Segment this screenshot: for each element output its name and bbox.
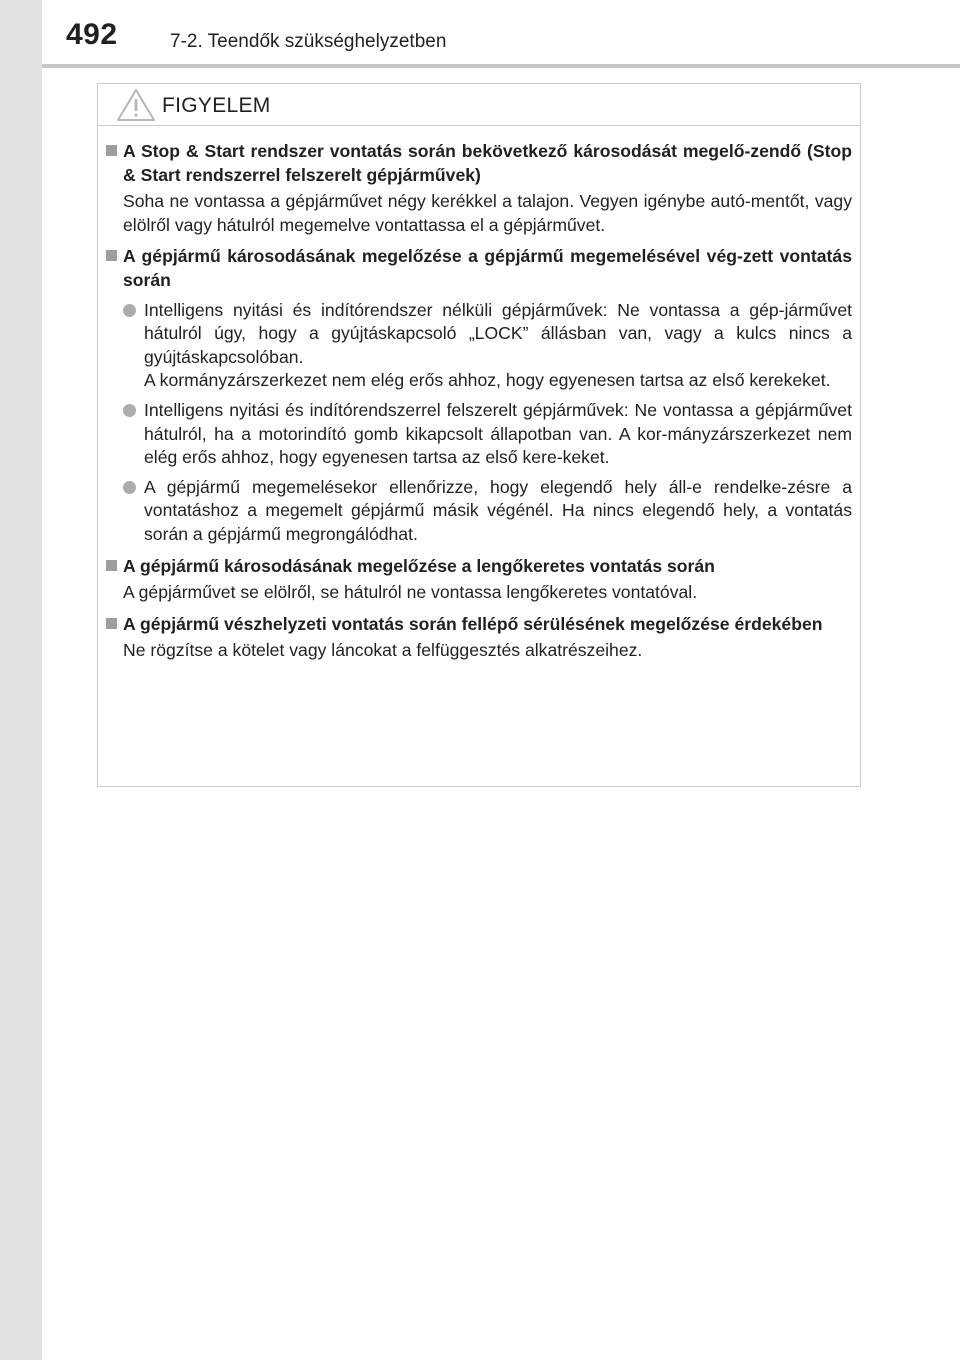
sub-item-note: A kormányzárszerkezet nem elég erős ahhoz, hogy egyenesen tartsa az első kerekeket. xyxy=(144,370,831,391)
square-bullet-icon xyxy=(106,250,117,261)
page-number: 492 xyxy=(66,18,118,51)
item-text: Soha ne vontassa a gépjárművet négy kerékkel a talajon. Vegyen igénybe autó-mentőt, vagy elölről vagy hátulról megemelve vontattassa el a gépjárművet. xyxy=(123,191,852,235)
sub-item xyxy=(123,476,852,547)
sub-item xyxy=(123,299,852,393)
warning-label: FIGYELEM xyxy=(162,94,271,117)
square-bullet-icon xyxy=(106,618,117,629)
item-heading xyxy=(123,140,852,187)
page-header xyxy=(42,0,960,64)
item-heading xyxy=(123,555,852,579)
sub-item-text: Intelligens nyitási és indítórendszerrel felszerelt gépjárművek: Ne vontassa a gépjárművet hátulról, ha a motorindító gomb kikapcsolt állapotban van. A kor-mányzárszerkezet nem elég erős ahhoz, hogy egyenesen tartsa az első kere-keket. xyxy=(144,399,852,468)
circle-bullet-icon xyxy=(123,304,136,317)
warning-box xyxy=(97,83,861,787)
warning-item xyxy=(104,140,852,237)
sub-item-text: Intelligens nyitási és indítórendszer nélküli gépjárművek: Ne vontassa a gép-járművet hátulról úgy, hogy a gyújtáskapcsoló „LOCK” állásban van, vagy a kulcs nincs a gyújtáskapcsolóban. xyxy=(144,299,852,367)
warning-triangle-icon xyxy=(116,88,156,122)
section-title: 7-2. Teendők szükséghelyzetben xyxy=(170,31,447,52)
item-heading-text: A Stop & Start rendszer vontatás során bekövetkező károsodását megelő-zendő (Stop & Start rendszerrel felszerelt gépjárművek) xyxy=(123,141,852,185)
item-heading-text: A gépjármű károsodásának megelőzése a lengőkeretes vontatás során xyxy=(123,555,715,576)
circle-bullet-icon xyxy=(123,404,136,417)
sub-item-text: A gépjármű megemelésekor ellenőrizze, hogy elegendő hely áll-e rendelke-zésre a vontatáshoz a megemelt gépjármű másik végénél. Ha nincs elegendő hely, a vontatás során a gépjármű megrongálódhat. xyxy=(144,476,852,544)
item-heading xyxy=(123,613,852,637)
item-heading-text: A gépjármű károsodásának megelőzése a gépjármű megemelésével vég-zett vontatás során xyxy=(123,246,852,290)
header-rule xyxy=(42,64,960,68)
square-bullet-icon xyxy=(106,145,117,156)
warning-header xyxy=(98,84,860,126)
item-heading xyxy=(123,245,852,292)
square-bullet-icon xyxy=(106,560,117,571)
warning-item xyxy=(104,613,852,663)
item-text: Ne rögzítse a kötelet vagy láncokat a felfüggesztés alkatrészeihez. xyxy=(123,640,643,661)
warning-item xyxy=(104,245,852,546)
warning-body xyxy=(98,140,860,671)
circle-bullet-icon xyxy=(123,481,136,494)
item-heading-text: A gépjármű vészhelyzeti vontatás során fellépő sérülésének megelőzése érdekében xyxy=(123,613,823,634)
item-text: A gépjárművet se elölről, se hátulról ne vontassa lengőkeretes vontatóval. xyxy=(123,582,698,603)
warning-item xyxy=(104,555,852,605)
sub-item xyxy=(123,399,852,470)
side-strip xyxy=(0,0,42,1360)
